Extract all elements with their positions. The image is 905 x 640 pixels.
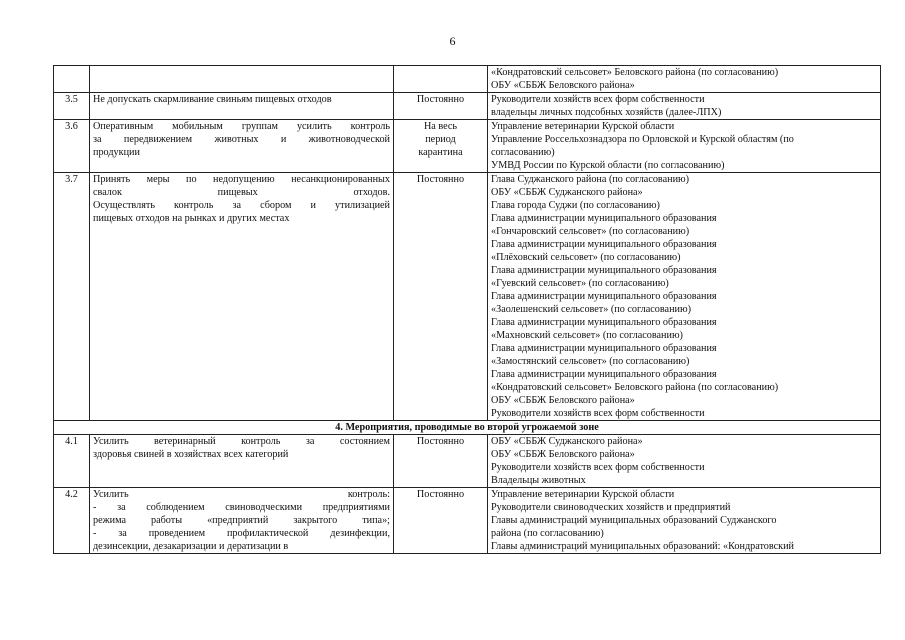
term-line: Постоянно (416, 174, 465, 185)
responsible-cell (488, 93, 881, 120)
responsible-line: «Кондратовский сельсовет» Беловского района (по согласованию) (491, 67, 779, 78)
term-cell (394, 66, 488, 93)
responsible-line: Владельцы животных (491, 475, 586, 486)
responsible-line: Руководители хозяйств всех форм собственности (491, 462, 705, 473)
measure-line: Усилить контроль: (93, 489, 390, 500)
responsible-line: Управление Россельхознадзора по Орловской и Курской областям (по (491, 134, 794, 145)
responsible-line: Главы администраций муниципальных образований Суджанского (491, 515, 777, 526)
responsible-line: «Гончаровский сельсовет» (по согласованию) (491, 226, 690, 237)
responsible-line: владельцы личных подсобных хозяйств (далее-ЛПХ) (491, 107, 722, 118)
responsible-line: «Кондратовский сельсовет» Беловского района (по согласованию) (491, 382, 779, 393)
responsible-line: Глава Суджанского района (по согласованию) (491, 174, 690, 185)
responsible-line: «Махновский сельсовет» (по согласованию) (491, 330, 683, 341)
section-row (54, 421, 881, 435)
responsible-line: Глава администрации муниципального образования (491, 369, 717, 380)
responsible-cell (488, 435, 881, 488)
term-line: На весь (423, 121, 458, 132)
responsible-line: Главы администраций муниципальных образований: «Кондратовский (491, 541, 795, 552)
measure-cell (90, 435, 394, 488)
measure-cell (90, 66, 394, 93)
responsible-line: «Заолешенский сельсовет» (по согласованию) (491, 304, 691, 315)
measure-line: за передвижением животных и животноводческой (93, 134, 390, 145)
measure-cell (90, 93, 394, 120)
table-row (54, 435, 881, 488)
measure-line: дезинсекции, дезакаризации и дератизации в (93, 541, 289, 552)
responsible-line: ОБУ «СББЖ Суджанского района» (491, 436, 643, 447)
responsible-line: Управление ветеринарии Курской области (491, 489, 675, 500)
measure-line: здоровья свиней в хозяйствах всех категорий (93, 449, 289, 460)
measure-cell (90, 173, 394, 421)
responsible-line: Руководители хозяйств всех форм собственности (491, 408, 705, 419)
measures-table-body (54, 66, 881, 554)
responsible-line: Управление ветеринарии Курской области (491, 121, 675, 132)
responsible-line: Руководители хозяйств всех форм собственности (491, 94, 705, 105)
measure-line: - за проведением профилактической дезинфекции, (93, 528, 390, 539)
measure-line: свалок пищевых отходов. (93, 187, 390, 198)
responsible-line: Глава администрации муниципального образования (491, 265, 717, 276)
measure-line: Усилить ветеринарный контроль за состоянием (93, 436, 390, 447)
responsible-line: ОБУ «СББЖ Беловского района» (491, 449, 635, 460)
responsible-cell (488, 120, 881, 173)
term-cell (394, 173, 488, 421)
responsible-line: «Замостянский сельсовет» (по согласованию) (491, 356, 690, 367)
term-cell (394, 120, 488, 173)
table-row (54, 120, 881, 173)
table-row (54, 66, 881, 93)
item-number: 3.6 (54, 120, 90, 173)
responsible-line: Глава администрации муниципального образования (491, 291, 717, 302)
responsible-line: Глава администрации муниципального образования (491, 239, 717, 250)
responsible-line: Глава администрации муниципального образования (491, 317, 717, 328)
term-line: Постоянно (416, 436, 465, 447)
item-number: 4.1 (54, 435, 90, 488)
item-number: 3.7 (54, 173, 90, 421)
table-row (54, 93, 881, 120)
responsible-cell (488, 173, 881, 421)
responsible-line: ОБУ «СББЖ Беловского района» (491, 395, 635, 406)
measure-cell (90, 488, 394, 554)
measure-line: Осуществлять контроль за сбором и утилизацией (93, 200, 390, 211)
responsible-line: ОБУ «СББЖ Беловского района» (491, 80, 635, 91)
responsible-line: согласованию) (491, 147, 555, 158)
responsible-line: «Плёховский сельсовет» (по согласованию) (491, 252, 681, 263)
term-line: период (425, 134, 456, 145)
item-number: 3.5 (54, 93, 90, 120)
measure-line: Оперативным мобильным группам усилить контроль (93, 121, 390, 132)
responsible-line: Глава города Суджи (по согласованию) (491, 200, 660, 211)
responsible-line: района (по согласованию) (491, 528, 604, 539)
measure-cell (90, 120, 394, 173)
measure-line: пищевых отходов на рынках и других местах (93, 213, 290, 224)
term-line: Постоянно (416, 94, 465, 105)
item-number: 4.2 (54, 488, 90, 554)
responsible-line: «Гуевский сельсовет» (по согласованию) (491, 278, 669, 289)
measure-line: Принять меры по недопущению несанкционированных (93, 174, 390, 185)
term-line: Постоянно (416, 489, 465, 500)
responsible-line: УМВД России по Курской области (по согласованию) (491, 160, 725, 171)
section-title: 4. Мероприятия, проводимые во второй угрожаемой зоне (54, 421, 881, 435)
table-row (54, 488, 881, 554)
measure-line: режима работы «предприятий закрытого типа»; (93, 515, 390, 526)
page-number: 6 (449, 34, 456, 48)
responsible-line: Глава администрации муниципального образования (491, 343, 717, 354)
responsible-cell (488, 488, 881, 554)
responsible-line: Руководители свиноводческих хозяйств и предприятий (491, 502, 731, 513)
item-number (54, 66, 90, 93)
table-row (54, 173, 881, 421)
measures-table (53, 65, 881, 554)
term-line: карантина (418, 147, 463, 158)
term-cell (394, 488, 488, 554)
term-cell (394, 93, 488, 120)
responsible-cell (488, 66, 881, 93)
measure-line: продукции (93, 147, 140, 158)
term-cell (394, 435, 488, 488)
measure-line: Не допускать скармливание свиньям пищевых отходов (93, 94, 332, 105)
responsible-line: Глава администрации муниципального образования (491, 213, 717, 224)
measure-line: - за соблюдением свиноводческими предприятиями (93, 502, 390, 513)
responsible-line: ОБУ «СББЖ Суджанского района» (491, 187, 643, 198)
